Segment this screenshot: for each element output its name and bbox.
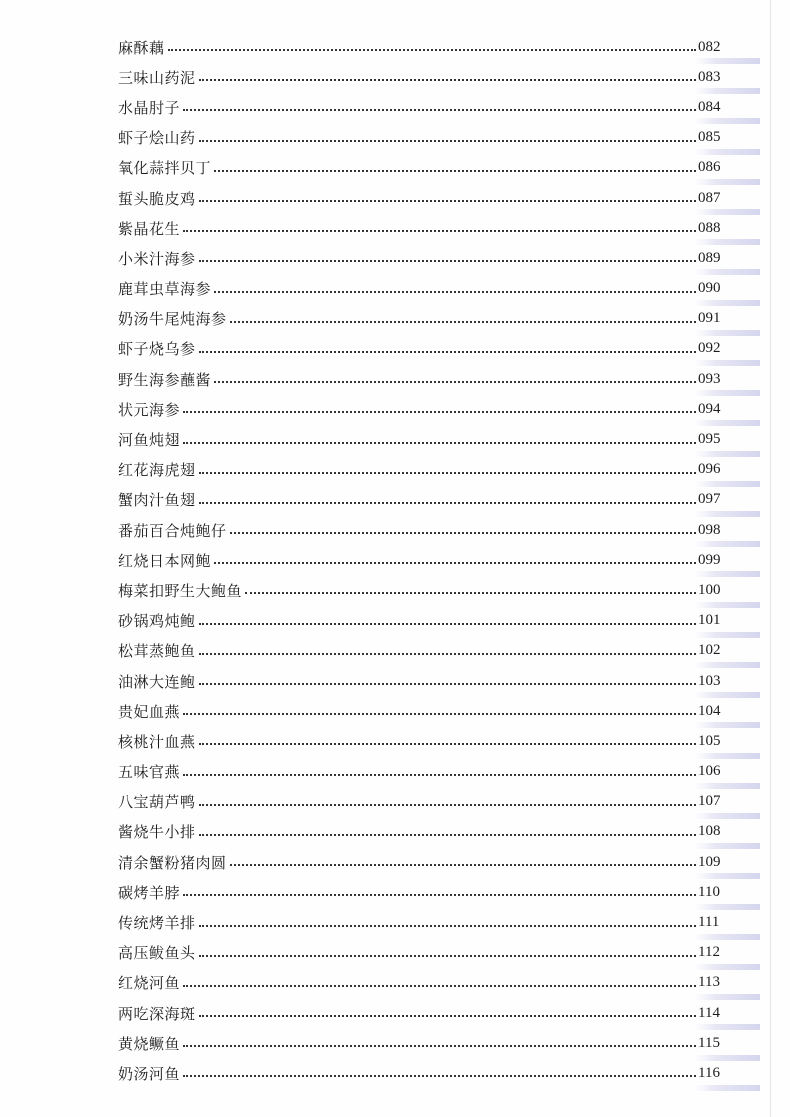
toc-entry-page-number: 083 — [698, 68, 721, 85]
dot-leader — [199, 925, 696, 927]
toc-entry-page-number: 084 — [698, 98, 721, 115]
toc-entry-title: 砂锅鸡炖鲍 — [118, 612, 196, 631]
toc-entry-title: 野生海参蘸酱 — [118, 370, 212, 389]
dot-leader — [199, 653, 696, 655]
toc-entry-page-number: 106 — [698, 763, 721, 780]
toc-entry[interactable] — [118, 424, 728, 454]
toc-entry-page-number: 101 — [698, 612, 721, 629]
toc-entry[interactable] — [118, 757, 728, 787]
toc-entry-page-number: 089 — [698, 249, 721, 266]
toc-entry-title: 松茸蒸鲍鱼 — [118, 642, 196, 661]
toc-entry[interactable] — [118, 575, 728, 605]
toc-entry-title: 紫晶花生 — [118, 219, 181, 238]
dot-leader — [199, 804, 696, 806]
toc-entry-page-number: 113 — [698, 974, 720, 991]
toc-entry[interactable] — [118, 787, 728, 817]
toc-entry-page-number: 093 — [698, 370, 721, 387]
toc-entry[interactable] — [118, 274, 728, 304]
dot-leader — [199, 1015, 696, 1017]
dot-leader — [199, 683, 696, 685]
dot-leader — [245, 592, 696, 594]
toc-entry-page-number: 091 — [698, 310, 721, 327]
toc-entry-title: 三味山药泥 — [118, 68, 196, 87]
toc-entry-title: 梅菜扣野生大鲍鱼 — [118, 581, 243, 600]
toc-entry-page-number: 100 — [698, 581, 721, 598]
toc-entry-page-number: 109 — [698, 853, 721, 870]
toc-entry-title: 红烧日本网鲍 — [118, 551, 212, 570]
toc-entry-page-number: 103 — [698, 672, 721, 689]
toc-entry-title: 贵妃血燕 — [118, 702, 181, 721]
toc-entry-page-number: 105 — [698, 732, 721, 749]
toc-entry[interactable] — [118, 123, 728, 153]
toc-entry-page-number: 111 — [698, 914, 720, 931]
toc-entry-title: 五味官燕 — [118, 763, 181, 782]
toc-entry[interactable] — [118, 545, 728, 575]
toc-entry[interactable] — [118, 213, 728, 243]
toc-entry[interactable] — [118, 968, 728, 998]
toc-entry[interactable] — [118, 726, 728, 756]
dot-leader — [214, 381, 696, 383]
toc-entry-title: 蜇头脆皮鸡 — [118, 189, 196, 208]
toc-entry-title: 奶汤牛尾炖海参 — [118, 310, 227, 329]
toc-entry-title: 氧化蒜拌贝丁 — [118, 159, 212, 178]
toc-entry-title: 酱烧牛小排 — [118, 823, 196, 842]
dot-leader — [199, 743, 696, 745]
toc-entry[interactable] — [118, 877, 728, 907]
toc-entry[interactable] — [118, 606, 728, 636]
toc-entry-title: 水晶肘子 — [118, 98, 181, 117]
toc-entry-title: 红烧河鱼 — [118, 974, 181, 993]
toc-entry[interactable] — [118, 515, 728, 545]
toc-entry[interactable] — [118, 334, 728, 364]
dot-leader — [183, 109, 696, 111]
toc-entry[interactable] — [118, 666, 728, 696]
toc-entry[interactable] — [118, 92, 728, 122]
toc-entry-page-number: 112 — [698, 944, 720, 961]
toc-entry-page-number: 088 — [698, 219, 721, 236]
toc-entry-page-number: 092 — [698, 340, 721, 357]
toc-entry-title: 八宝葫芦鸭 — [118, 793, 196, 812]
toc-entry-page-number: 090 — [698, 280, 721, 297]
dot-leader — [199, 623, 696, 625]
toc-entry[interactable] — [118, 696, 728, 726]
dot-leader — [183, 411, 696, 413]
dot-leader — [199, 502, 696, 504]
dot-leader — [199, 140, 696, 142]
dot-leader — [199, 955, 696, 957]
toc-entry-title: 传统烤羊排 — [118, 914, 196, 933]
toc-entry-title: 两吃深海斑 — [118, 1004, 196, 1023]
dot-leader — [183, 894, 696, 896]
toc-entry[interactable] — [118, 1058, 728, 1088]
toc-entry-page-number: 087 — [698, 189, 721, 206]
toc-entry[interactable] — [118, 817, 728, 847]
toc-entry-title: 核桃汁血燕 — [118, 732, 196, 751]
dot-leader — [183, 230, 696, 232]
toc-entry-title: 清余蟹粉猪肉圆 — [118, 853, 227, 872]
dot-leader — [214, 562, 696, 564]
toc-entry-page-number: 082 — [698, 38, 721, 55]
dot-leader — [183, 1075, 696, 1077]
toc-entry-page-number: 095 — [698, 431, 721, 448]
dot-leader — [230, 864, 696, 866]
toc-entry-page-number: 096 — [698, 461, 721, 478]
dot-leader — [183, 442, 696, 444]
toc-entry[interactable] — [118, 394, 728, 424]
dot-leader — [199, 200, 696, 202]
toc-entry[interactable] — [118, 32, 728, 62]
toc-entry[interactable] — [118, 455, 728, 485]
toc-entry-title: 红花海虎翅 — [118, 461, 196, 480]
dot-leader — [183, 774, 696, 776]
toc-entry-title: 麻酥藕 — [118, 38, 165, 57]
toc-entry-title: 小米汁海参 — [118, 249, 196, 268]
toc-entry-page-number: 099 — [698, 551, 721, 568]
toc-entry-title: 鹿茸虫草海参 — [118, 280, 212, 299]
toc-entry-title: 高压鲅鱼头 — [118, 944, 196, 963]
toc-entry-title: 河鱼炖翅 — [118, 431, 181, 450]
toc-entry[interactable] — [118, 364, 728, 394]
toc-entry[interactable] — [118, 485, 728, 515]
toc-entry[interactable] — [118, 183, 728, 213]
page-edge-line — [770, 0, 771, 1117]
dot-leader — [199, 351, 696, 353]
toc-entry-title: 番茄百合炖鲍仔 — [118, 521, 227, 540]
toc-entry-title: 虾子烩山药 — [118, 129, 196, 148]
toc-entry-page-number: 102 — [698, 642, 721, 659]
toc-entry-page-number: 114 — [698, 1004, 720, 1021]
dot-leader — [183, 1045, 696, 1047]
dot-leader — [199, 834, 696, 836]
toc-entry[interactable] — [118, 1028, 728, 1058]
dot-leader — [183, 985, 696, 987]
toc-entry[interactable] — [118, 62, 728, 92]
toc-entry-title: 黄烧鳜鱼 — [118, 1034, 181, 1053]
dot-leader — [168, 49, 696, 51]
toc-entry-page-number: 085 — [698, 129, 721, 146]
toc-entry[interactable] — [118, 153, 728, 183]
dot-leader — [199, 79, 696, 81]
toc-entry[interactable] — [118, 907, 728, 937]
dot-leader — [183, 713, 696, 715]
dot-leader — [214, 170, 696, 172]
toc-entry-page-number: 108 — [698, 823, 721, 840]
dot-leader — [199, 260, 696, 262]
toc-entry-title: 虾子烧乌参 — [118, 340, 196, 359]
toc-entry-page-number: 107 — [698, 793, 721, 810]
toc-entry-page-number: 097 — [698, 491, 721, 508]
toc-entry-title: 奶汤河鱼 — [118, 1064, 181, 1083]
dot-leader — [199, 472, 696, 474]
toc-entry-title: 状元海参 — [118, 400, 181, 419]
toc-entry[interactable] — [118, 998, 728, 1028]
toc-entry-title: 油淋大连鲍 — [118, 672, 196, 691]
dot-leader — [214, 291, 696, 293]
toc-entry[interactable] — [118, 938, 728, 968]
toc-entry[interactable] — [118, 847, 728, 877]
dot-leader — [230, 532, 696, 534]
table-of-contents — [118, 32, 728, 1089]
toc-entry-title: 碳烤羊脖 — [118, 883, 181, 902]
toc-entry-page-number: 115 — [698, 1034, 720, 1051]
toc-entry[interactable] — [118, 304, 728, 334]
toc-entry-page-number: 086 — [698, 159, 721, 176]
toc-entry-page-number: 104 — [698, 702, 721, 719]
toc-entry-page-number: 094 — [698, 400, 721, 417]
dot-leader — [230, 321, 696, 323]
toc-entry[interactable] — [118, 243, 728, 273]
toc-entry-page-number: 098 — [698, 521, 721, 538]
toc-entry[interactable] — [118, 636, 728, 666]
toc-entry-page-number: 110 — [698, 883, 720, 900]
toc-entry-title: 蟹肉汁鱼翅 — [118, 491, 196, 510]
toc-entry-page-number: 116 — [698, 1064, 720, 1081]
